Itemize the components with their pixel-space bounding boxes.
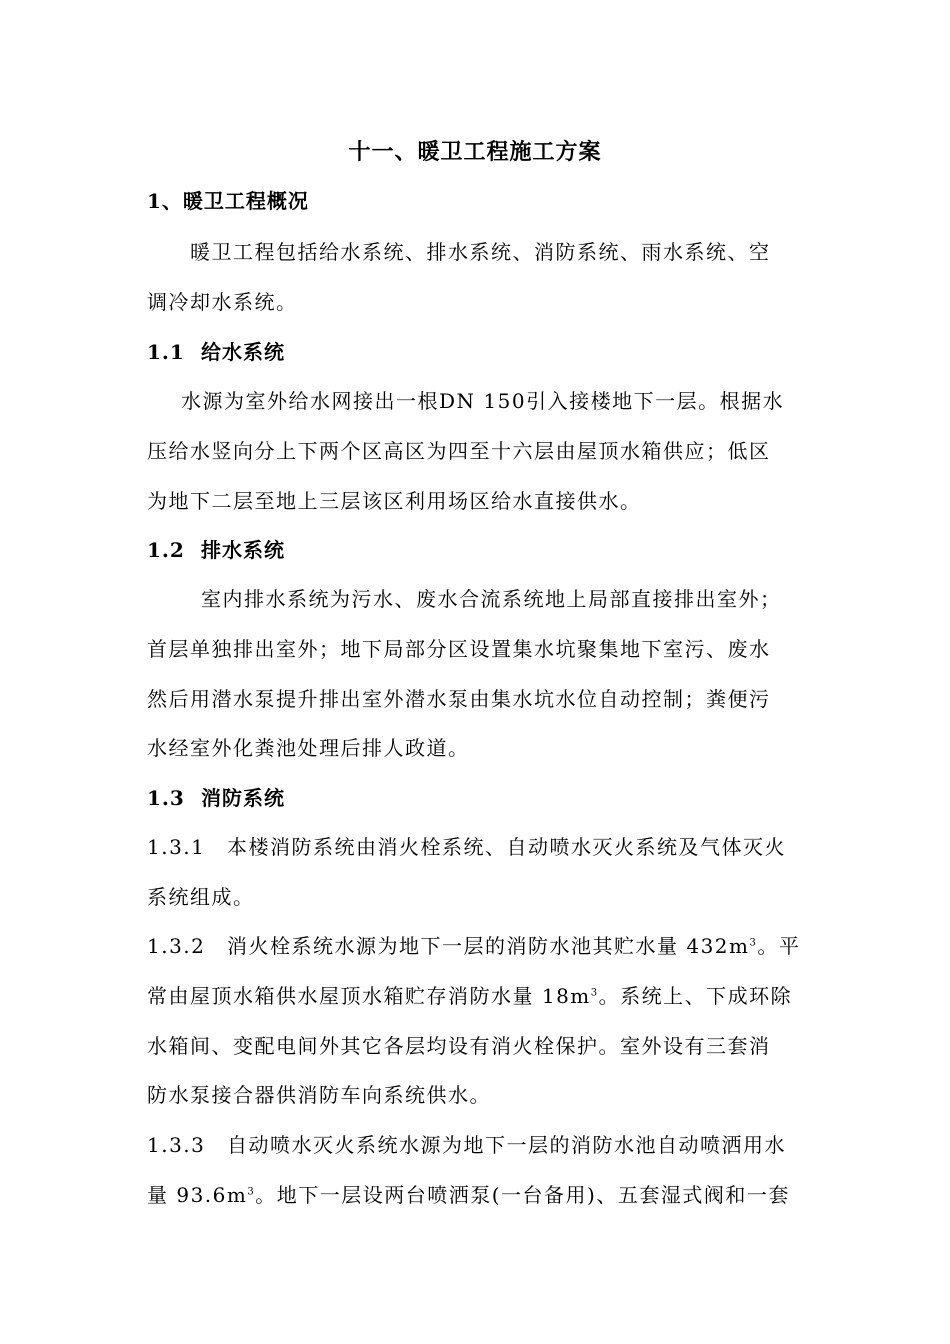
superscript: 3	[590, 987, 599, 999]
paragraph-line: 暖卫工程包括给水系统、排水系统、消防系统、雨水系统、空	[190, 240, 771, 264]
section-label: 给水系统	[201, 340, 285, 364]
paragraph-line	[147, 1180, 790, 1210]
clause-text: 。系统上、下成环除	[598, 984, 793, 1008]
clause-number: 1.3.3	[147, 1133, 206, 1157]
section-number: 1.1	[147, 340, 185, 364]
superscript: 3	[247, 1186, 256, 1198]
clause-text: 本楼消防系统由消火栓系统、自动喷水灭火系统及气体灭火	[227, 835, 786, 859]
section-heading-1-1	[147, 337, 285, 367]
paragraph-line	[147, 931, 800, 961]
section-heading-1-3	[147, 783, 285, 813]
paragraph-line: 水箱间、变配电间外其它各层均设有消火栓保护。室外设有三套消	[147, 1034, 771, 1058]
paragraph-line: 水源为室外给水网接出一根DN 150引入接楼地下一层。根据水	[181, 389, 785, 413]
paragraph-line: 系统组成。	[147, 885, 255, 909]
clause-text: 。平	[757, 934, 801, 958]
paragraph-line: 首层单独排出室外；地下局部分区设置集水坑聚集地下室污、废水	[147, 637, 771, 661]
paragraph-line: 调冷却水系统。	[147, 290, 298, 314]
clause-text: 常由屋顶水箱供水屋顶水箱贮存消防水量 18m	[147, 984, 591, 1008]
page-title: 十一、暖卫工程施工方案	[348, 139, 602, 165]
paragraph-line: 然后用潜水泵提升排出室外潜水泵由集水坑水位自动控制；粪便污	[147, 687, 771, 711]
clause-text: 消火栓系统水源为地下一层的消防水池其贮水量 432m	[227, 934, 750, 958]
section-label: 排水系统	[201, 538, 285, 562]
paragraph-line: 压给水竖向分上下两个区高区为四至十六层由屋顶水箱供应；低区	[147, 439, 771, 463]
superscript: 3	[749, 937, 758, 949]
section-heading-1: 1、暖卫工程概况	[147, 189, 309, 213]
section-heading-1-2	[147, 535, 285, 565]
section-label: 消防系统	[201, 786, 285, 810]
clause-text: 自动喷水灭火系统水源为地下一层的消防水池自动喷洒用水	[227, 1133, 786, 1157]
clause-text: 。地下一层设两台喷洒泵(一台备用)、五套湿式阀和一套	[255, 1183, 790, 1207]
section-number: 1.2	[147, 538, 185, 562]
clause-text: 量 93.6m	[147, 1183, 248, 1207]
clause-number: 1.3.2	[147, 934, 206, 958]
paragraph-line	[147, 832, 786, 862]
paragraph-line: 室内排水系统为污水、废水合流系统地上局部直接排出室外；	[201, 587, 782, 611]
paragraph-line	[147, 981, 792, 1011]
paragraph-line: 水经室外化粪池处理后排人政道。	[147, 736, 470, 760]
paragraph-line: 防水泵接合器供消防车向系统供水。	[147, 1083, 491, 1107]
section-number: 1.3	[147, 786, 185, 810]
paragraph-line: 为地下二层至地上三层该区利用场区给水直接供水。	[147, 489, 642, 513]
paragraph-line	[147, 1130, 786, 1160]
clause-number: 1.3.1	[147, 835, 206, 859]
